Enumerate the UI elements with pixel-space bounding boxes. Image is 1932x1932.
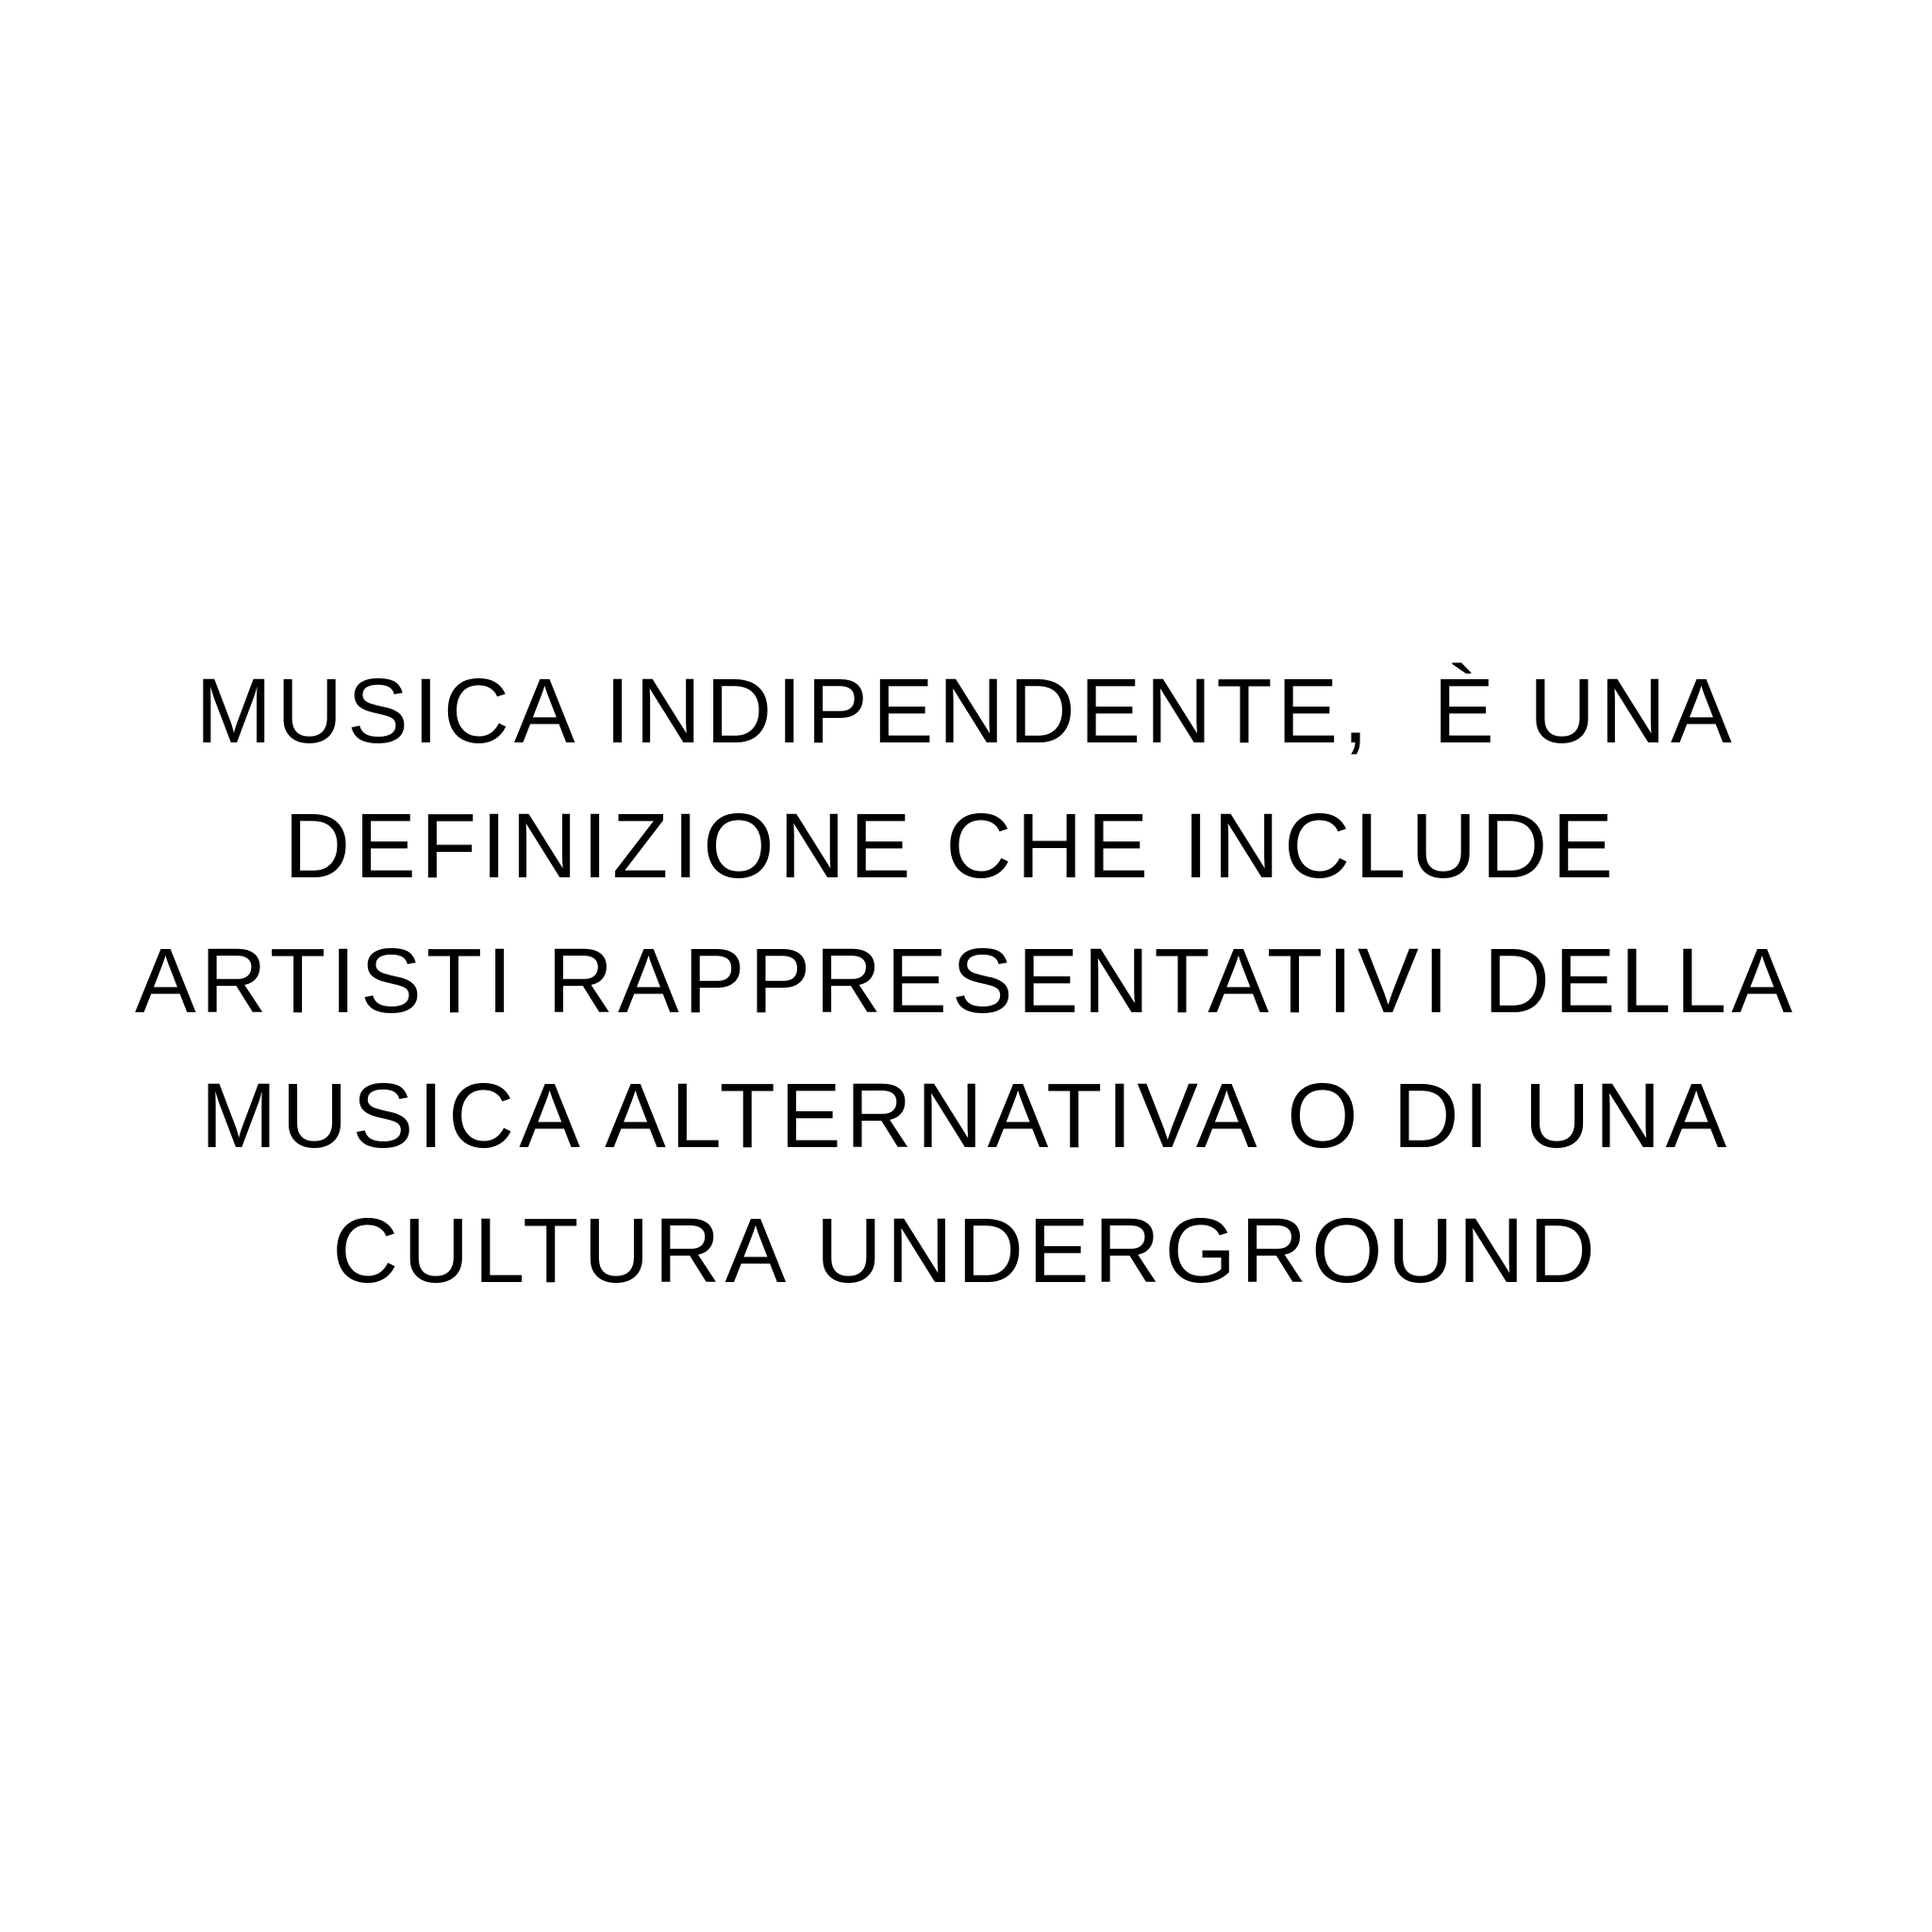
- quote-line-1: MUSICA INDIPENDENTE, È UNA: [195, 659, 1737, 762]
- quote-line-4: MUSICA ALTERNATIVA O DI UNA: [200, 1064, 1732, 1167]
- quote-line-2: DEFINIZIONE CHE INCLUDE: [284, 794, 1648, 897]
- quote-text: [0, 643, 1932, 1318]
- quote-line-3: ARTISTI RAPPRESENTATIVI DELLA: [134, 929, 1798, 1032]
- quote-line-5: CULTURA UNDERGROUND: [332, 1199, 1600, 1302]
